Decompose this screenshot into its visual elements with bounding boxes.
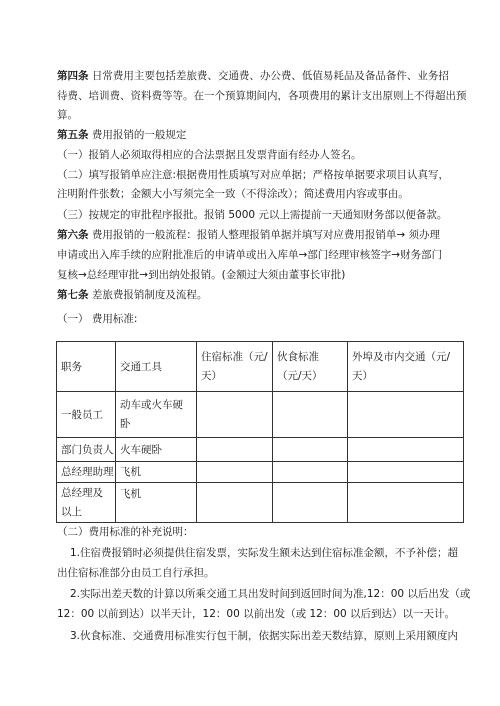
article-4-line-1 [57, 69, 449, 83]
note-3-line-1: 3.伙食标准、交通费用标准实行包干制，依据实际出差天数结算，原则上采用额度内 [70, 630, 459, 642]
header-meals: 伙食标准（元/天） [273, 342, 348, 392]
cell-local-transport [348, 392, 464, 438]
cell-local-transport [348, 438, 464, 462]
cell-lodging [197, 438, 273, 462]
cell-transport: 动车或火车硬卧 [116, 392, 197, 438]
cell-position: 总经理助理 [57, 462, 116, 483]
cell-meals [273, 392, 348, 438]
article-7-title-text: 差旅费报销制度及流程。 [91, 289, 208, 301]
table-row [57, 483, 464, 523]
note-2-line-2: 12：00 以前到达）以半天计，12：00 以前出发（或 12：00 以后到达）以一天计。 [57, 608, 456, 620]
article-6-line-3: 复核→总经理审批→到出纳处报销。(金额过大须由董事长审批) [57, 269, 346, 281]
header-transport: 交通工具 [116, 342, 197, 392]
article-5-item-1: （一）报销人必须取得相应的合法票据且发票背面有经办人签名。 [57, 149, 362, 161]
table-row [57, 438, 464, 462]
note-1-line-2: 出住宿标准部分由员工自行承担。 [57, 567, 215, 579]
table-row [57, 462, 464, 483]
table-header-row [57, 342, 464, 392]
cell-position: 一般员工 [57, 392, 116, 438]
article-6-text: 费用报销的一般流程：报销人整理报销单据并填写对应费用报销单→ 须办理 [91, 229, 440, 241]
header-position: 职务 [57, 342, 116, 392]
note-2-line-1: 2.实际出差天数的计算以所乘交通工具出发时间到返回时间为准,12：00 以后出发（或 [70, 588, 471, 600]
cell-local-transport [348, 462, 464, 483]
article-4-line-3: 算。 [57, 109, 78, 121]
article-7-heading: 第七条 [57, 289, 89, 301]
cell-meals [273, 483, 348, 523]
cell-meals [273, 438, 348, 462]
header-lodging: 住宿标准（元/天） [197, 342, 273, 392]
article-5-item-3: （三）按规定的审批程序报批。报销 5000 元以上需提前一天通知财务部以便备款。 [57, 209, 448, 221]
article-5-heading: 第五条 [57, 129, 89, 141]
cell-lodging [197, 483, 273, 523]
note-1-line-1: 1.住宿费报销时必须提供住宿发票，实际发生额未达到住宿标准金额，不予补偿；超 [70, 547, 459, 559]
cell-transport: 飞机 [116, 462, 197, 483]
article-5-title-text: 费用报销的一般规定 [91, 129, 187, 141]
supplement-subheading: （二）费用标准的补充说明： [57, 526, 194, 538]
article-4-heading: 第四条 [57, 70, 89, 82]
cell-position: 总经理及以上 [57, 483, 116, 523]
article-6-line-2: 申请或出入库手续的应附批准后的申请单或出入库单→部门经理审核签字→财务部门 [57, 249, 443, 261]
article-4-text: 日常费用主要包括差旅费、交通费、办公费、低值易耗品及备品备件、业务招 [91, 70, 449, 82]
cell-transport: 火车硬卧 [116, 438, 197, 462]
article-6-line-1 [57, 228, 440, 242]
cell-meals [273, 462, 348, 483]
header-local-transport: 外埠及市内交通（元/天） [348, 342, 464, 392]
article-5-item-2-line-1: （二）填写报销单应注意:根据费用性质填写对应单据；严格按单据要求项目认真写， [57, 169, 450, 181]
cell-lodging [197, 392, 273, 438]
cell-local-transport [348, 483, 464, 523]
article-4-line-2: 待费、培训费、资料费等等。在一个预算期间内，各项费用的累计支出原则上不得超出预 [57, 90, 467, 102]
article-7-title [57, 288, 207, 302]
cell-position: 部门负责人 [57, 438, 116, 462]
article-5-title [57, 128, 186, 142]
article-5-item-2-line-2: 注明附件张数；金额大小写须完全一致（不得涂改）；简述费用内容或事由。 [57, 188, 409, 200]
cell-transport: 飞机 [116, 483, 197, 523]
fee-standard-subheading: （一） 费用标准: [57, 313, 138, 325]
cell-lodging [197, 462, 273, 483]
table-row [57, 392, 464, 438]
article-6-heading: 第六条 [57, 229, 89, 241]
fee-standard-table [56, 341, 464, 523]
